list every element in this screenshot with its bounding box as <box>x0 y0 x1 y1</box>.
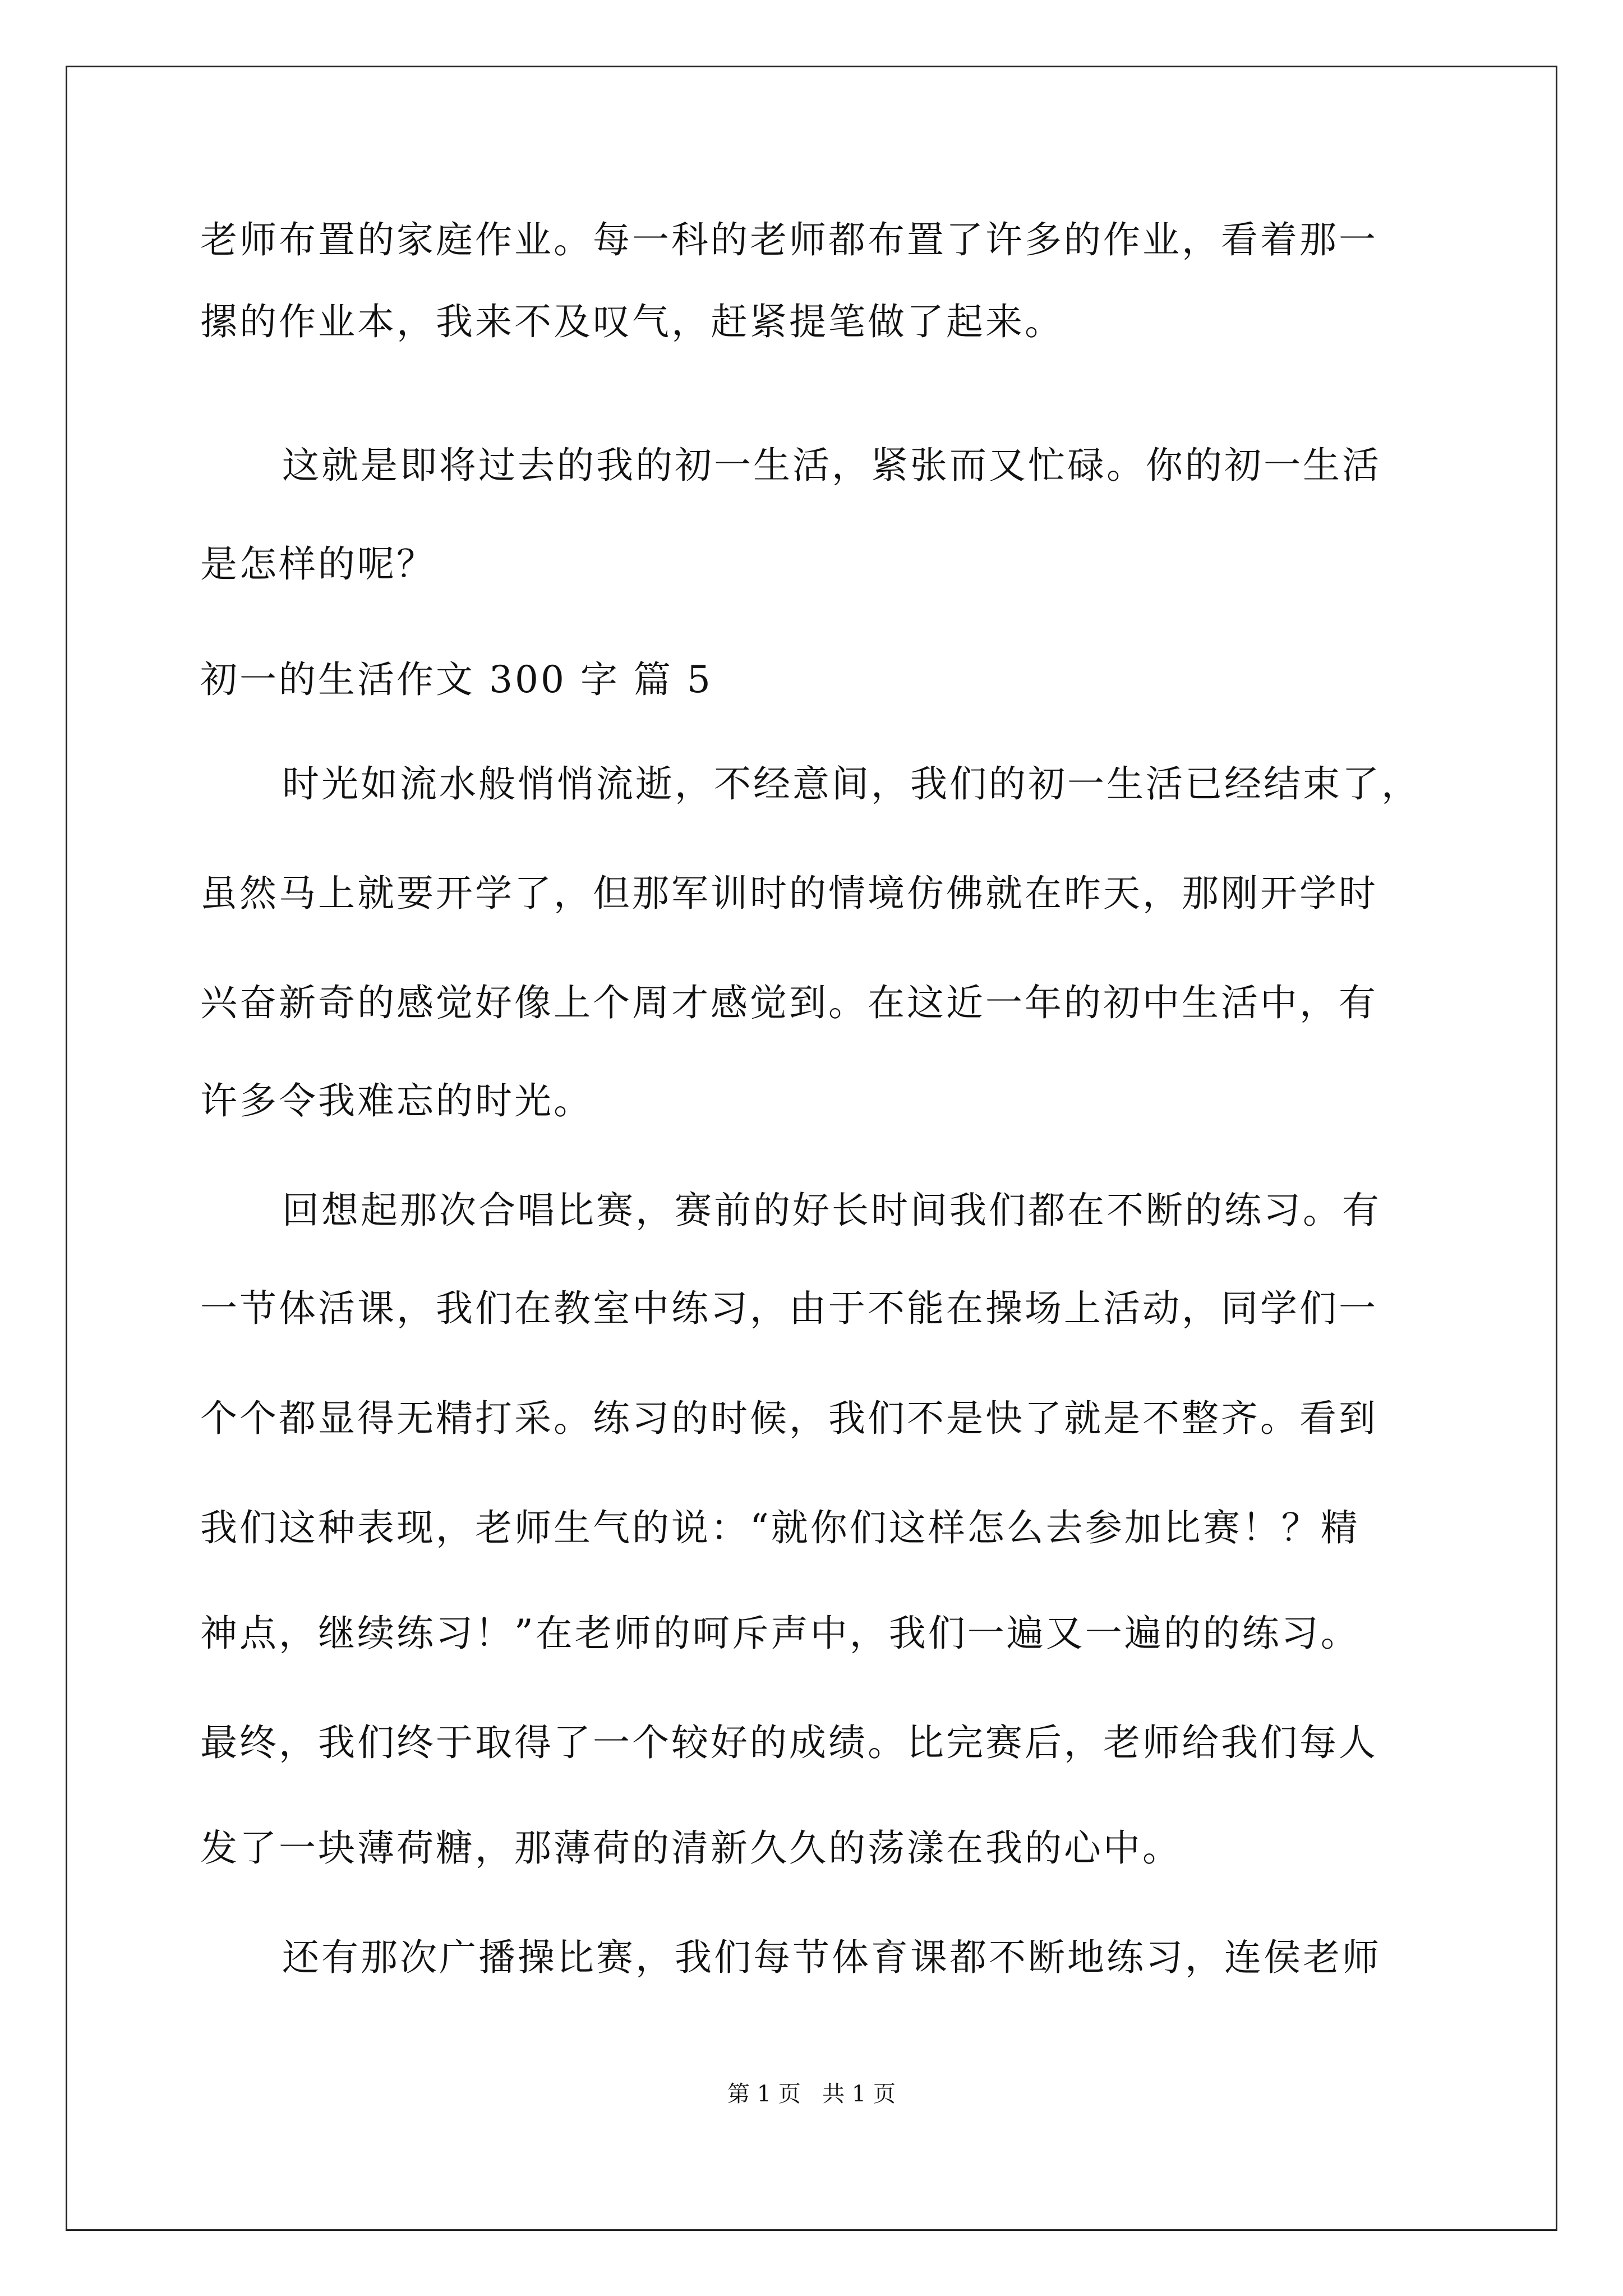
section-heading: 初一的生活作文 300 字 篇 5 <box>200 658 713 701</box>
paragraph-line: 虽然马上就要开学了，但那军训时的情境仿佛就在昨天，那刚开学时 <box>200 872 1378 915</box>
paragraph-line: 还有那次广播操比赛，我们每节体育课都不断地练习，连侯老师 <box>282 1936 1381 1979</box>
paragraph-line: 这就是即将过去的我的初一生活，紧张而又忙碌。你的初一生活 <box>282 444 1381 487</box>
paragraph-line: 最终，我们终于取得了一个较好的成绩。比完赛后，老师给我们每人 <box>200 1721 1378 1764</box>
paragraph-line: 我们这种表现，老师生气的说：“就你们这样怎么去参加比赛！？精 <box>200 1506 1360 1549</box>
page-footer: 第 1 页 共 1 页 <box>727 2081 896 2107</box>
paragraph-line: 神点，继续练习！”在老师的呵斥声中，我们一遍又一遍的的练习。 <box>200 1612 1360 1655</box>
paragraph-line: 老师布置的家庭作业。每一科的老师都布置了许多的作业，看着那一 <box>200 218 1378 261</box>
paragraph-line: 许多令我难忘的时光。 <box>200 1079 593 1122</box>
paragraph-line: 发了一块薄荷糖，那薄荷的清新久久的荡漾在我的心中。 <box>200 1826 1182 1870</box>
paragraph-line: 是怎样的呢？ <box>200 542 436 586</box>
page-border <box>66 66 1557 2231</box>
paragraph-line: 摞的作业本，我来不及叹气，赶紧提笔做了起来。 <box>200 300 1064 343</box>
paragraph-line: 一节体活课，我们在教室中练习，由于不能在操场上活动，同学们一 <box>200 1287 1378 1330</box>
paragraph-line: 个个都显得无精打采。练习的时候，我们不是快了就是不整齐。看到 <box>200 1397 1378 1440</box>
paragraph-line: 回想起那次合唱比赛，赛前的好长时间我们都在不断的练习。有 <box>282 1189 1381 1232</box>
paragraph-line: 时光如流水般悄悄流逝，不经意间，我们的初一生活已经结束了， <box>282 762 1421 806</box>
paragraph-line: 兴奋新奇的感觉好像上个周才感觉到。在这近一年的初中生活中，有 <box>200 981 1378 1024</box>
